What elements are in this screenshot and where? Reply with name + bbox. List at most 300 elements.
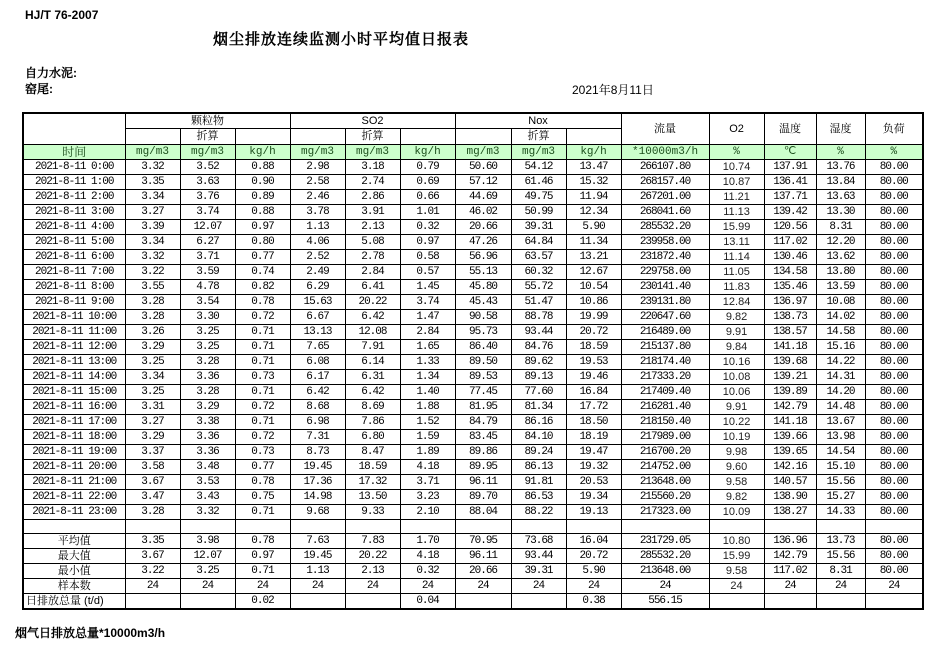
blank-cell xyxy=(345,520,400,534)
value-cell: 80.00 xyxy=(865,250,923,265)
value-cell: 142.79 xyxy=(764,400,816,415)
value-cell: 88.78 xyxy=(511,310,566,325)
table-row xyxy=(23,295,923,310)
value-cell: 1.47 xyxy=(400,310,455,325)
value-cell: 215137.80 xyxy=(621,340,709,355)
value-cell: 134.58 xyxy=(764,265,816,280)
value-cell: 49.75 xyxy=(511,190,566,205)
header-load: 负荷 xyxy=(865,113,923,145)
value-cell: 19.45 xyxy=(290,549,345,564)
time-cell: 2021-8-11 21:00 xyxy=(23,475,125,490)
blank-cell xyxy=(23,520,125,534)
value-cell: 6.29 xyxy=(290,280,345,295)
value-cell: 10.80 xyxy=(709,534,764,549)
value-cell: 556.15 xyxy=(621,594,709,610)
value-cell: 2.74 xyxy=(345,175,400,190)
table-row xyxy=(23,475,923,490)
time-cell: 2021-8-11 20:00 xyxy=(23,460,125,475)
value-cell: 17.36 xyxy=(290,475,345,490)
value-cell: 80.00 xyxy=(865,490,923,505)
value-cell: 80.00 xyxy=(865,190,923,205)
value-cell: 13.13 xyxy=(290,325,345,340)
value-cell: 47.26 xyxy=(455,235,511,250)
value-cell: 80.00 xyxy=(865,430,923,445)
unit-cell: mg/m3 xyxy=(125,145,180,160)
table-row xyxy=(23,370,923,385)
value-cell: 4.78 xyxy=(180,280,235,295)
value-cell xyxy=(816,594,865,610)
value-cell: 3.32 xyxy=(125,250,180,265)
value-cell: 6.17 xyxy=(290,370,345,385)
value-cell: 13.80 xyxy=(816,265,865,280)
value-cell: 3.22 xyxy=(125,564,180,579)
value-cell: 136.41 xyxy=(764,175,816,190)
time-cell: 2021-8-11 5:00 xyxy=(23,235,125,250)
value-cell: 80.00 xyxy=(865,310,923,325)
value-cell: 17.72 xyxy=(566,400,621,415)
unit-cell: mg/m3 xyxy=(511,145,566,160)
value-cell: 0.73 xyxy=(235,370,290,385)
value-cell: 5.90 xyxy=(566,564,621,579)
table-row xyxy=(23,460,923,475)
value-cell: 138.73 xyxy=(764,310,816,325)
value-cell: 24 xyxy=(400,579,455,594)
value-cell: 3.38 xyxy=(180,415,235,430)
value-cell: 3.54 xyxy=(180,295,235,310)
blank-cell xyxy=(180,520,235,534)
value-cell: 3.58 xyxy=(125,460,180,475)
value-cell: 216489.00 xyxy=(621,325,709,340)
value-cell: 80.00 xyxy=(865,325,923,340)
header-flow: 流量 xyxy=(621,113,709,145)
value-cell: 10.54 xyxy=(566,280,621,295)
value-cell: 93.44 xyxy=(511,549,566,564)
value-cell: 4.06 xyxy=(290,235,345,250)
summary-row xyxy=(23,594,923,610)
value-cell: 3.78 xyxy=(290,205,345,220)
value-cell: 285532.20 xyxy=(621,549,709,564)
value-cell: 24 xyxy=(180,579,235,594)
value-cell: 2.98 xyxy=(290,160,345,175)
value-cell: 80.00 xyxy=(865,549,923,564)
value-cell: 3.25 xyxy=(180,325,235,340)
blank-cell xyxy=(235,129,290,145)
value-cell: 10.06 xyxy=(709,385,764,400)
time-cell: 2021-8-11 1:00 xyxy=(23,175,125,190)
value-cell: 50.99 xyxy=(511,205,566,220)
value-cell: 6.42 xyxy=(345,385,400,400)
value-cell: 13.11 xyxy=(709,235,764,250)
value-cell: 141.18 xyxy=(764,340,816,355)
time-cell: 2021-8-11 17:00 xyxy=(23,415,125,430)
value-cell: 24 xyxy=(566,579,621,594)
value-cell: 3.71 xyxy=(180,250,235,265)
value-cell: 84.76 xyxy=(511,340,566,355)
value-cell: 11.34 xyxy=(566,235,621,250)
value-cell: 12.08 xyxy=(345,325,400,340)
value-cell: 3.26 xyxy=(125,325,180,340)
value-cell: 80.00 xyxy=(865,445,923,460)
time-cell: 2021-8-11 16:00 xyxy=(23,400,125,415)
value-cell: 64.84 xyxy=(511,235,566,250)
value-cell: 3.28 xyxy=(180,355,235,370)
value-cell: 89.53 xyxy=(455,370,511,385)
header-humidity: 湿度 xyxy=(816,113,865,145)
value-cell: 3.32 xyxy=(125,160,180,175)
value-cell: 8.69 xyxy=(345,400,400,415)
value-cell: 18.59 xyxy=(566,340,621,355)
value-cell: 217333.20 xyxy=(621,370,709,385)
value-cell: 3.76 xyxy=(180,190,235,205)
unit-cell: % xyxy=(709,145,764,160)
value-cell: 9.98 xyxy=(709,445,764,460)
value-cell: 80.00 xyxy=(865,370,923,385)
unit-cell: % xyxy=(816,145,865,160)
header-converted-nox: 折算 xyxy=(511,129,566,145)
report-table xyxy=(22,112,924,610)
value-cell: 140.57 xyxy=(764,475,816,490)
value-cell: 80.00 xyxy=(865,385,923,400)
value-cell: 0.71 xyxy=(235,564,290,579)
time-cell: 2021-8-11 18:00 xyxy=(23,430,125,445)
value-cell: 3.28 xyxy=(125,295,180,310)
value-cell: 13.84 xyxy=(816,175,865,190)
value-cell: 19.32 xyxy=(566,460,621,475)
table-row xyxy=(23,385,923,400)
value-cell: 13.73 xyxy=(816,534,865,549)
value-cell: 0.79 xyxy=(400,160,455,175)
value-cell: 14.98 xyxy=(290,490,345,505)
value-cell: 3.36 xyxy=(180,370,235,385)
table-row xyxy=(23,430,923,445)
table-row xyxy=(23,190,923,205)
header-time: 时间 xyxy=(23,145,125,160)
value-cell: 73.68 xyxy=(511,534,566,549)
blank-cell xyxy=(290,520,345,534)
table-row xyxy=(23,175,923,190)
value-cell: 11.05 xyxy=(709,265,764,280)
value-cell: 0.77 xyxy=(235,250,290,265)
value-cell: 80.00 xyxy=(865,564,923,579)
value-cell: 213648.00 xyxy=(621,475,709,490)
value-cell xyxy=(180,594,235,610)
value-cell xyxy=(455,594,511,610)
value-cell: 1.13 xyxy=(290,220,345,235)
value-cell: 0.72 xyxy=(235,430,290,445)
value-cell: 6.42 xyxy=(345,310,400,325)
value-cell: 17.32 xyxy=(345,475,400,490)
value-cell: 91.81 xyxy=(511,475,566,490)
summary-row xyxy=(23,549,923,564)
value-cell: 139.42 xyxy=(764,205,816,220)
value-cell: 14.31 xyxy=(816,370,865,385)
value-cell: 220647.60 xyxy=(621,310,709,325)
value-cell: 139.65 xyxy=(764,445,816,460)
value-cell: 86.40 xyxy=(455,340,511,355)
value-cell: 9.82 xyxy=(709,490,764,505)
table-row xyxy=(23,505,923,520)
value-cell: 2.84 xyxy=(345,265,400,280)
value-cell: 39.31 xyxy=(511,564,566,579)
table-row xyxy=(23,400,923,415)
value-cell: 0.78 xyxy=(235,475,290,490)
value-cell: 0.71 xyxy=(235,505,290,520)
value-cell: 142.16 xyxy=(764,460,816,475)
corner-cell xyxy=(23,113,125,145)
time-cell: 2021-8-11 6:00 xyxy=(23,250,125,265)
value-cell xyxy=(345,594,400,610)
value-cell: 44.69 xyxy=(455,190,511,205)
value-cell: 3.30 xyxy=(180,310,235,325)
time-cell: 2021-8-11 23:00 xyxy=(23,505,125,520)
value-cell: 1.13 xyxy=(290,564,345,579)
value-cell: 39.31 xyxy=(511,220,566,235)
value-cell: 6.42 xyxy=(290,385,345,400)
value-cell: 3.48 xyxy=(180,460,235,475)
value-cell: 18.59 xyxy=(345,460,400,475)
value-cell: 239131.80 xyxy=(621,295,709,310)
value-cell: 4.18 xyxy=(400,460,455,475)
value-cell: 13.63 xyxy=(816,190,865,205)
value-cell: 19.47 xyxy=(566,445,621,460)
value-cell: 9.84 xyxy=(709,340,764,355)
time-cell: 2021-8-11 2:00 xyxy=(23,190,125,205)
value-cell: 214752.00 xyxy=(621,460,709,475)
value-cell: 142.79 xyxy=(764,549,816,564)
value-cell: 0.38 xyxy=(566,594,621,610)
value-cell: 11.21 xyxy=(709,190,764,205)
table-row xyxy=(23,160,923,175)
value-cell: 3.37 xyxy=(125,445,180,460)
standard-reference: HJ/T 76-2007 xyxy=(25,8,99,22)
value-cell: 20.22 xyxy=(345,549,400,564)
value-cell: 137.91 xyxy=(764,160,816,175)
value-cell: 24 xyxy=(816,579,865,594)
unit-cell: mg/m3 xyxy=(455,145,511,160)
value-cell: 1.88 xyxy=(400,400,455,415)
value-cell: 14.58 xyxy=(816,325,865,340)
value-cell: 2.49 xyxy=(290,265,345,280)
value-cell: 3.39 xyxy=(125,220,180,235)
value-cell: 9.91 xyxy=(709,400,764,415)
time-cell: 2021-8-11 13:00 xyxy=(23,355,125,370)
value-cell: 3.36 xyxy=(180,445,235,460)
value-cell: 9.58 xyxy=(709,564,764,579)
value-cell: 80.00 xyxy=(865,235,923,250)
time-cell: 2021-8-11 19:00 xyxy=(23,445,125,460)
table-row xyxy=(23,325,923,340)
value-cell: 15.63 xyxy=(290,295,345,310)
value-cell: 3.91 xyxy=(345,205,400,220)
value-cell: 217989.00 xyxy=(621,430,709,445)
value-cell: 213648.00 xyxy=(621,564,709,579)
value-cell: 19.46 xyxy=(566,370,621,385)
header-particulate: 颗粒物 xyxy=(125,113,290,129)
blank-cell xyxy=(566,520,621,534)
value-cell: 0.78 xyxy=(235,295,290,310)
value-cell: 231729.05 xyxy=(621,534,709,549)
value-cell: 117.02 xyxy=(764,235,816,250)
value-cell: 267201.00 xyxy=(621,190,709,205)
value-cell: 24 xyxy=(345,579,400,594)
time-cell: 2021-8-11 3:00 xyxy=(23,205,125,220)
value-cell: 89.86 xyxy=(455,445,511,460)
value-cell: 6.08 xyxy=(290,355,345,370)
value-cell: 88.22 xyxy=(511,505,566,520)
value-cell: 2.58 xyxy=(290,175,345,190)
value-cell: 9.60 xyxy=(709,460,764,475)
value-cell xyxy=(125,594,180,610)
value-cell: 10.19 xyxy=(709,430,764,445)
value-cell: 0.02 xyxy=(235,594,290,610)
value-cell: 80.00 xyxy=(865,505,923,520)
value-cell: 80.00 xyxy=(865,415,923,430)
value-cell: 80.00 xyxy=(865,220,923,235)
value-cell: 24 xyxy=(709,579,764,594)
unit-cell: % xyxy=(865,145,923,160)
value-cell: 89.95 xyxy=(455,460,511,475)
value-cell: 3.25 xyxy=(125,385,180,400)
value-cell: 136.97 xyxy=(764,295,816,310)
value-cell: 1.52 xyxy=(400,415,455,430)
value-cell: 8.31 xyxy=(816,564,865,579)
table-row xyxy=(23,205,923,220)
value-cell xyxy=(865,594,923,610)
table-row xyxy=(23,490,923,505)
value-cell: 0.71 xyxy=(235,325,290,340)
value-cell: 268041.60 xyxy=(621,205,709,220)
value-cell: 215560.20 xyxy=(621,490,709,505)
table-body xyxy=(23,160,923,610)
value-cell: 12.34 xyxy=(566,205,621,220)
value-cell: 20.72 xyxy=(566,549,621,564)
value-cell: 1.70 xyxy=(400,534,455,549)
value-cell: 0.71 xyxy=(235,385,290,400)
value-cell: 139.66 xyxy=(764,430,816,445)
value-cell: 18.50 xyxy=(566,415,621,430)
value-cell: 11.83 xyxy=(709,280,764,295)
value-cell: 3.29 xyxy=(125,430,180,445)
value-cell: 0.72 xyxy=(235,400,290,415)
value-cell: 0.71 xyxy=(235,355,290,370)
value-cell: 7.31 xyxy=(290,430,345,445)
value-cell: 3.31 xyxy=(125,400,180,415)
value-cell: 20.53 xyxy=(566,475,621,490)
time-cell: 2021-8-11 11:00 xyxy=(23,325,125,340)
unit-cell: mg/m3 xyxy=(345,145,400,160)
value-cell: 0.88 xyxy=(235,160,290,175)
value-cell: 45.80 xyxy=(455,280,511,295)
value-cell xyxy=(290,594,345,610)
value-cell: 0.75 xyxy=(235,490,290,505)
value-cell: 6.67 xyxy=(290,310,345,325)
value-cell: 0.88 xyxy=(235,205,290,220)
value-cell: 80.00 xyxy=(865,460,923,475)
value-cell: 216281.40 xyxy=(621,400,709,415)
value-cell: 3.53 xyxy=(180,475,235,490)
value-cell: 15.99 xyxy=(709,220,764,235)
table-row xyxy=(23,355,923,370)
value-cell: 57.12 xyxy=(455,175,511,190)
unit-cell: kg/h xyxy=(400,145,455,160)
value-cell: 285532.20 xyxy=(621,220,709,235)
value-cell: 13.59 xyxy=(816,280,865,295)
value-cell: 14.33 xyxy=(816,505,865,520)
value-cell xyxy=(764,594,816,610)
table-row xyxy=(23,250,923,265)
value-cell: 13.62 xyxy=(816,250,865,265)
value-cell: 14.20 xyxy=(816,385,865,400)
table-row xyxy=(23,280,923,295)
value-cell: 3.59 xyxy=(180,265,235,280)
value-cell: 8.31 xyxy=(816,220,865,235)
blank-cell xyxy=(709,520,764,534)
blank-cell xyxy=(865,520,923,534)
value-cell: 19.34 xyxy=(566,490,621,505)
blank-cell xyxy=(764,520,816,534)
value-cell: 3.52 xyxy=(180,160,235,175)
header-converted-so2: 折算 xyxy=(345,129,400,145)
time-cell: 2021-8-11 7:00 xyxy=(23,265,125,280)
value-cell: 10.16 xyxy=(709,355,764,370)
header-units-row xyxy=(23,145,923,160)
header-converted-pm: 折算 xyxy=(180,129,235,145)
value-cell: 3.18 xyxy=(345,160,400,175)
value-cell: 80.00 xyxy=(865,295,923,310)
value-cell: 70.95 xyxy=(455,534,511,549)
table-row xyxy=(23,235,923,250)
blank-cell xyxy=(400,520,455,534)
value-cell: 2.46 xyxy=(290,190,345,205)
value-cell: 7.91 xyxy=(345,340,400,355)
value-cell: 15.16 xyxy=(816,340,865,355)
blank-cell xyxy=(566,129,621,145)
value-cell: 3.55 xyxy=(125,280,180,295)
company-label: 自力水泥: xyxy=(25,66,77,80)
footer-note: 烟气日排放总量*10000m3/h xyxy=(15,626,166,640)
value-cell: 50.60 xyxy=(455,160,511,175)
value-cell: 117.02 xyxy=(764,564,816,579)
value-cell: 12.07 xyxy=(180,220,235,235)
blank-cell xyxy=(290,129,345,145)
value-cell: 9.33 xyxy=(345,505,400,520)
summary-label: 日排放总量 (t/d) xyxy=(23,594,125,610)
table-row xyxy=(23,445,923,460)
value-cell: 7.83 xyxy=(345,534,400,549)
value-cell: 3.71 xyxy=(400,475,455,490)
value-cell: 80.00 xyxy=(865,265,923,280)
value-cell: 3.35 xyxy=(125,534,180,549)
value-cell: 137.71 xyxy=(764,190,816,205)
value-cell: 3.47 xyxy=(125,490,180,505)
unit-cell: mg/m3 xyxy=(290,145,345,160)
value-cell: 231872.40 xyxy=(621,250,709,265)
value-cell: 8.68 xyxy=(290,400,345,415)
value-cell: 10.08 xyxy=(816,295,865,310)
value-cell: 19.13 xyxy=(566,505,621,520)
value-cell: 0.97 xyxy=(235,220,290,235)
value-cell: 20.66 xyxy=(455,220,511,235)
value-cell: 14.54 xyxy=(816,445,865,460)
blank-cell xyxy=(621,520,709,534)
value-cell: 13.30 xyxy=(816,205,865,220)
summary-row xyxy=(23,564,923,579)
value-cell: 14.48 xyxy=(816,400,865,415)
value-cell: 89.13 xyxy=(511,370,566,385)
value-cell: 11.13 xyxy=(709,205,764,220)
value-cell: 130.46 xyxy=(764,250,816,265)
value-cell: 239958.00 xyxy=(621,235,709,250)
